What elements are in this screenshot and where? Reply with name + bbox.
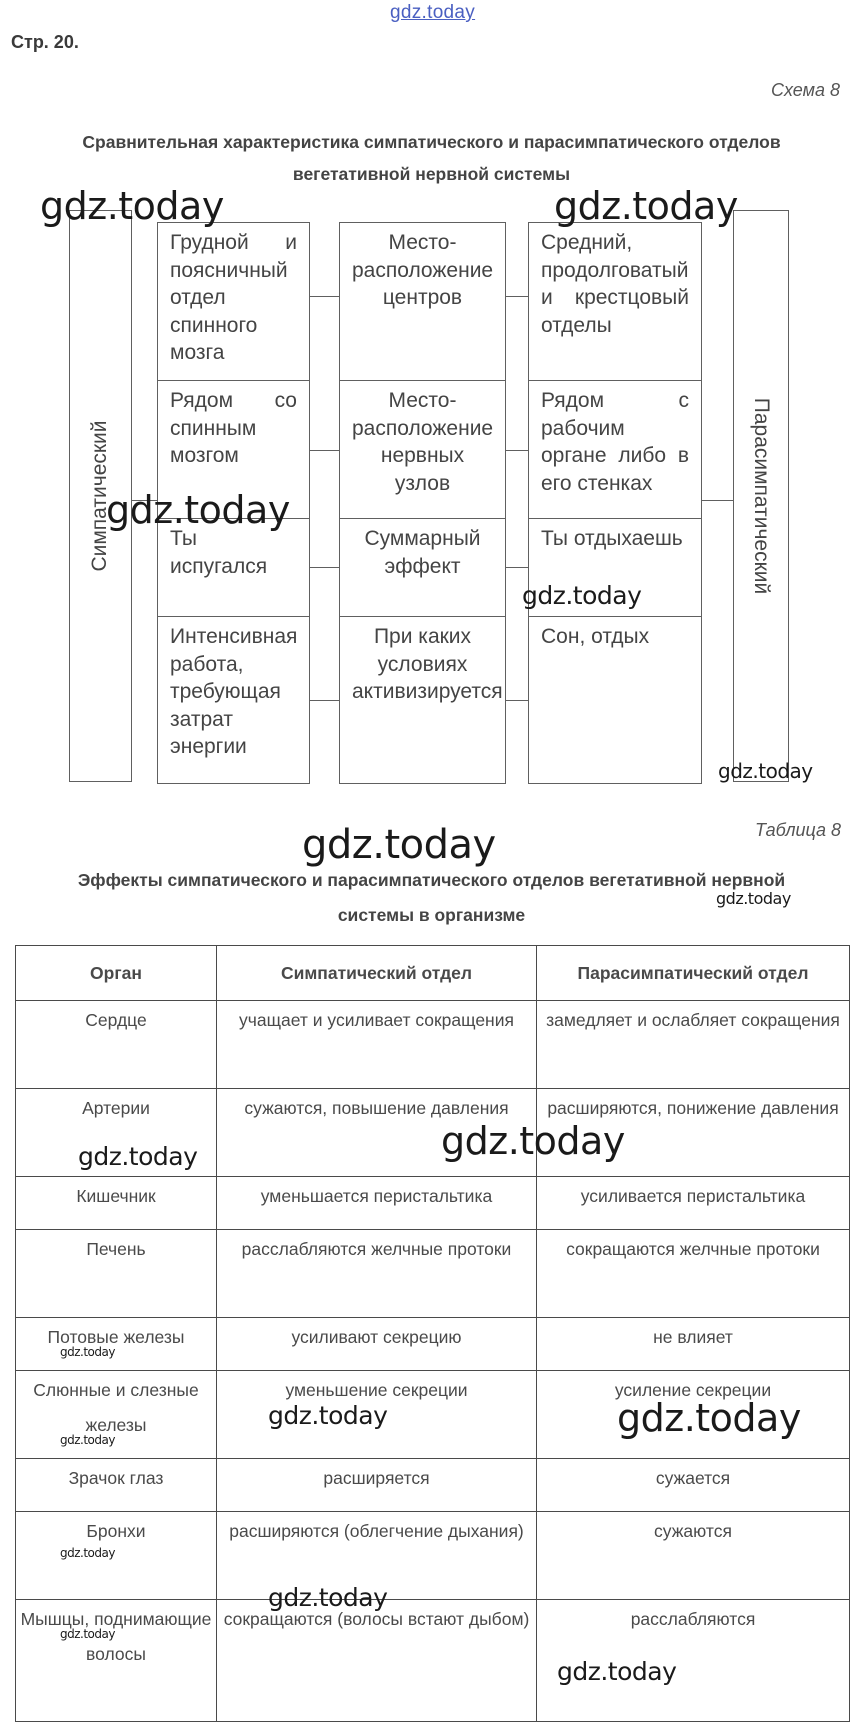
table-row	[16, 1459, 850, 1512]
sympathetic-cell: расширяются (облегчение дыхания)	[217, 1512, 537, 1600]
connector	[506, 700, 528, 701]
effects-table	[15, 945, 850, 1722]
organ-cell: Бронхи	[16, 1512, 217, 1600]
organ-cell: Артерии	[16, 1089, 217, 1177]
sympathetic-cell: учащает и усиливает сокращения	[217, 1001, 537, 1089]
watermark: gdz.today	[557, 1657, 677, 1686]
table-caption: Таблица 8	[755, 820, 842, 840]
watermark: gdz.today	[60, 1433, 115, 1447]
watermark: gdz.today	[60, 1345, 115, 1359]
table-title-line1: Эффекты симпатического и парасимпатического отделов вегетативной нервной	[77, 870, 786, 890]
table-row	[16, 1230, 850, 1318]
scheme-cell-left: Интенсивная работа, требующая затрат энергии	[157, 616, 310, 784]
organ-cell: Печень	[16, 1230, 217, 1318]
parasympathetic-cell: замедляет и ослабляет сокращения	[537, 1001, 850, 1089]
scheme-title-line1: Сравнительная характеристика симпатического и парасимпатического отделов	[82, 132, 781, 152]
sympathetic-cell: уменьшается перистальтика	[217, 1177, 537, 1230]
connector	[506, 567, 528, 568]
sympathetic-cell: расслабляются желчные протоки	[217, 1230, 537, 1318]
connector	[506, 450, 528, 451]
scheme-cell-center: Место-расположение нервных узлов	[339, 380, 506, 519]
scheme-caption: Схема 8	[771, 80, 840, 100]
header-organ: Орган	[16, 946, 217, 1001]
scheme-cell-center: Место-расположение центров	[339, 222, 506, 381]
watermark: gdz.today	[302, 822, 496, 868]
parasympathetic-cell: сокращаются желчные протоки	[537, 1230, 850, 1318]
parasympathetic-cell: не влияет	[537, 1318, 850, 1371]
watermark: gdz.today	[60, 1546, 115, 1560]
watermark: gdz.today	[441, 1119, 625, 1163]
scheme-title-line2: вегетативной нервной системы	[292, 164, 571, 184]
connector	[310, 700, 339, 701]
watermark: gdz.today	[268, 1583, 388, 1612]
watermark: gdz.today	[554, 184, 738, 228]
scheme-cell-right: Рядом с рабочим органе либо в его стенках	[528, 380, 702, 519]
scheme-cell-center: Суммарный эффект	[339, 518, 506, 617]
connector	[310, 296, 339, 297]
organ-cell: Потовые железы	[16, 1318, 217, 1371]
page-label: Стр. 20.	[11, 32, 79, 52]
scheme-cell-right: Ты отдыхаешь	[528, 518, 702, 617]
parasympathetic-cell: расширяются, понижение давления	[537, 1089, 850, 1177]
table-header-row	[16, 946, 850, 1001]
table-row	[16, 1600, 850, 1722]
organ-cell: Зрачок глаз	[16, 1459, 217, 1512]
parasympathetic-cell: сужаются	[537, 1512, 850, 1600]
parasympathetic-cell: сужается	[537, 1459, 850, 1512]
connector	[702, 500, 733, 501]
site-link[interactable]: gdz.today	[390, 2, 476, 23]
table-row	[16, 1177, 850, 1230]
watermark: gdz.today	[106, 488, 290, 532]
watermark: gdz.today	[78, 1142, 198, 1171]
sympathetic-cell: уменьшение секреции	[217, 1371, 537, 1459]
scheme-cell-left: Рядом со спинным мозгом	[157, 380, 310, 519]
scheme-cell-right: Сон, отдых	[528, 616, 702, 784]
watermark: gdz.today	[268, 1401, 388, 1430]
watermark: gdz.today	[716, 889, 791, 908]
sympathetic-cell: сужаются, повышение давления	[217, 1089, 537, 1177]
sympathetic-cell: расширяется	[217, 1459, 537, 1512]
watermark: gdz.today	[522, 581, 642, 610]
connector	[506, 296, 528, 297]
parasympathetic-cell: усиливается перистальтика	[537, 1177, 850, 1230]
table-row	[16, 1512, 850, 1600]
organ-cell: Мышцы, поднимающие волосы	[16, 1600, 217, 1722]
table-row	[16, 1001, 850, 1089]
organ-cell: Кишечник	[16, 1177, 217, 1230]
sympathetic-cell: усиливают секрецию	[217, 1318, 537, 1371]
parasympathetic-cell: усиление секреции	[537, 1371, 850, 1459]
header-parasympathetic: Парасимпатический отдел	[537, 946, 850, 1001]
scheme-cell-center: При каких условиях активизируется	[339, 616, 506, 784]
sympathetic-cell: сокращаются (волосы встают дыбом)	[217, 1600, 537, 1722]
watermark: gdz.today	[60, 1627, 115, 1641]
watermark: gdz.today	[718, 759, 813, 783]
table-row	[16, 1318, 850, 1371]
watermark: gdz.today	[617, 1396, 801, 1440]
scheme-cell-right: Средний, продолговатый и крестцовый отделы	[528, 222, 702, 381]
table-title-line2: системы в организме	[337, 905, 526, 925]
sympathetic-label: Симпатический	[88, 420, 111, 572]
parasympathetic-label: Парасимпатический	[750, 397, 773, 595]
scheme-cell-left: Грудной и поясничный отдел спинного мозга	[157, 222, 310, 381]
parasympathetic-cell: расслабляются	[537, 1600, 850, 1722]
header-sympathetic: Симпатический отдел	[217, 946, 537, 1001]
organ-cell: Слюнные и слезные железы	[16, 1371, 217, 1459]
scheme-cell-left: Ты испугался	[157, 518, 310, 617]
watermark: gdz.today	[40, 184, 224, 228]
connector	[310, 567, 339, 568]
organ-cell: Сердце	[16, 1001, 217, 1089]
connector	[310, 450, 339, 451]
